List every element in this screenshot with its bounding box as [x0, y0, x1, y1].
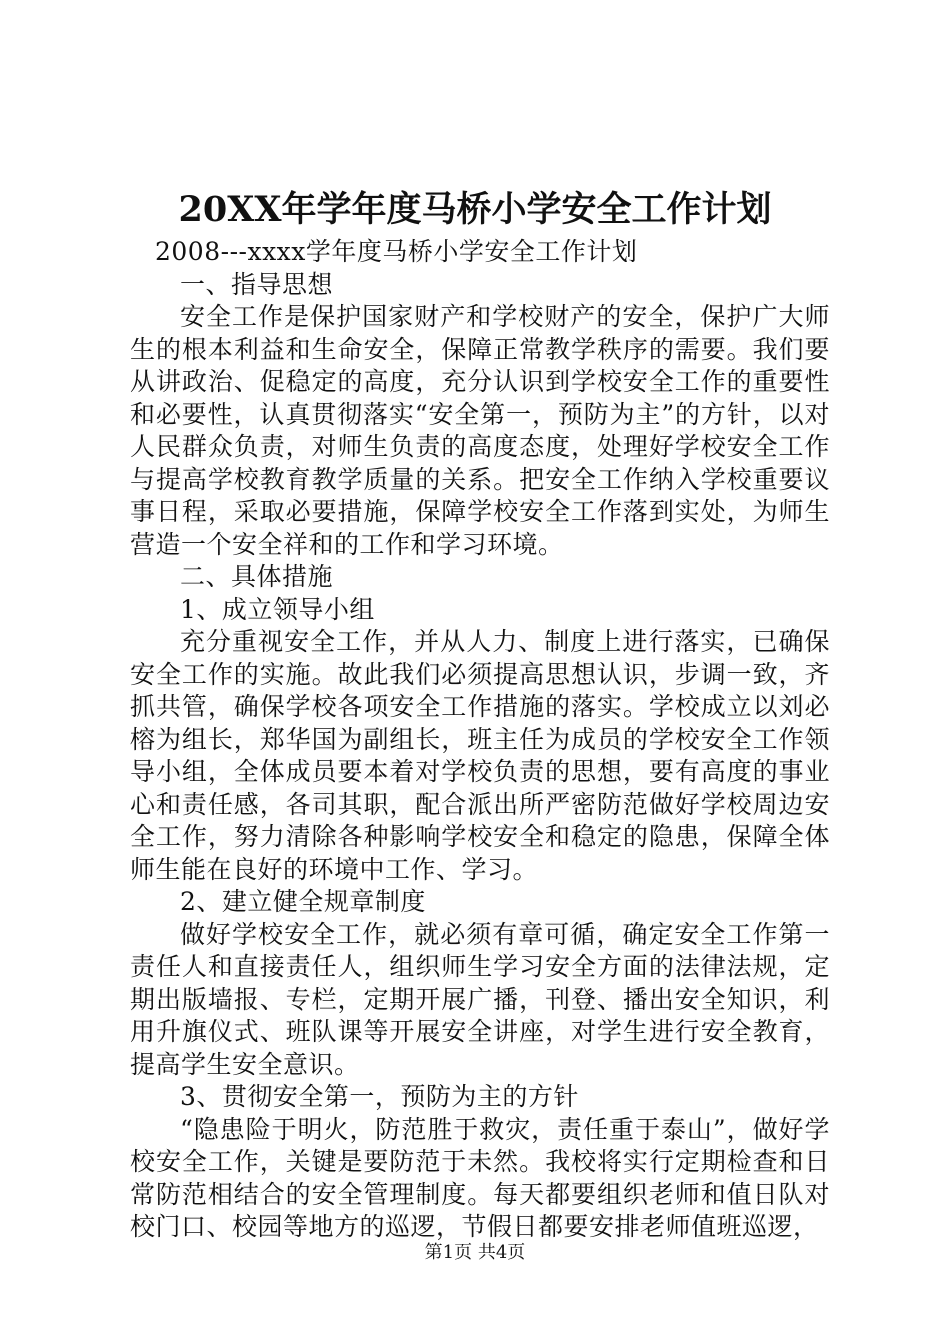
- section-heading: 3、贯彻安全第一，预防为主的方针: [180, 1082, 579, 1111]
- page-number: 第1页 共4页: [424, 1242, 526, 1263]
- section-heading: 二、具体措施: [180, 562, 334, 591]
- paragraph: “隐患险于明火，防范胜于救灾，责任重于泰山”，做好学校安全工作，关键是要防范于未然。我校将实行定期检查和日常防范相结合的安全管理制度。每天都要组织老师和值日队对校门口、校园等地方的巡逻，节假日都要安排老师值班巡逻，: [130, 1114, 830, 1241]
- paragraph: 安全工作是保护国家财产和学校财产的安全，保护广大师生的根本利益和生命安全，保障正常教学秩序的需要。我们要从讲政治、促稳定的高度，充分认识到学校安全工作的重要性和必要性，认真贯彻落实“安全第一，预防为主”的方针，以对人民群众负责，对师生负责的高度态度，处理好学校安全工作与提高学校教育教学质量的关系。把安全工作纳入学校重要议事日程，采取必要措施，保障学校安全工作落到实处，为师生营造一个安全祥和的工作和学习环境。: [130, 302, 830, 559]
- section-heading: 1、成立领导小组: [180, 594, 375, 624]
- section-heading: 2、建立健全规章制度: [180, 887, 426, 916]
- paragraph: 充分重视安全工作，并从人力、制度上进行落实，已确保安全工作的实施。故此我们必须提高思想认识，步调一致，齐抓共管，确保学校各项安全工作措施的落实。学校成立以刘必榕为组长，郑华国为副组长，班主任为成员的学校安全工作领导小组，全体成员要本着对学校负责的思想，要有高度的事业心和责任感，各司其职，配合派出所严密防范做好学校周边安全工作，努力清除各种影响学校安全和稳定的隐患，保障全体师生能在良好的环境中工作、学习。: [130, 627, 830, 884]
- document-body: [130, 236, 830, 1244]
- paragraph: 做好学校安全工作，就必须有章可循，确定安全工作第一责任人和直接责任人，组织师生学习安全方面的法律法规，定期出版墙报、专栏，定期开展广播，刊登、播出安全知识，利用升旗仪式、班队课等开展安全讲座，对学生进行安全教育，提高学生安全意识。: [130, 919, 830, 1079]
- section-heading: 一、指导思想: [180, 269, 334, 299]
- document-title: 20XX年学年度马桥小学安全工作计划: [178, 189, 772, 230]
- document-subtitle: 2008---xxxx学年度马桥小学安全工作计划: [155, 237, 638, 266]
